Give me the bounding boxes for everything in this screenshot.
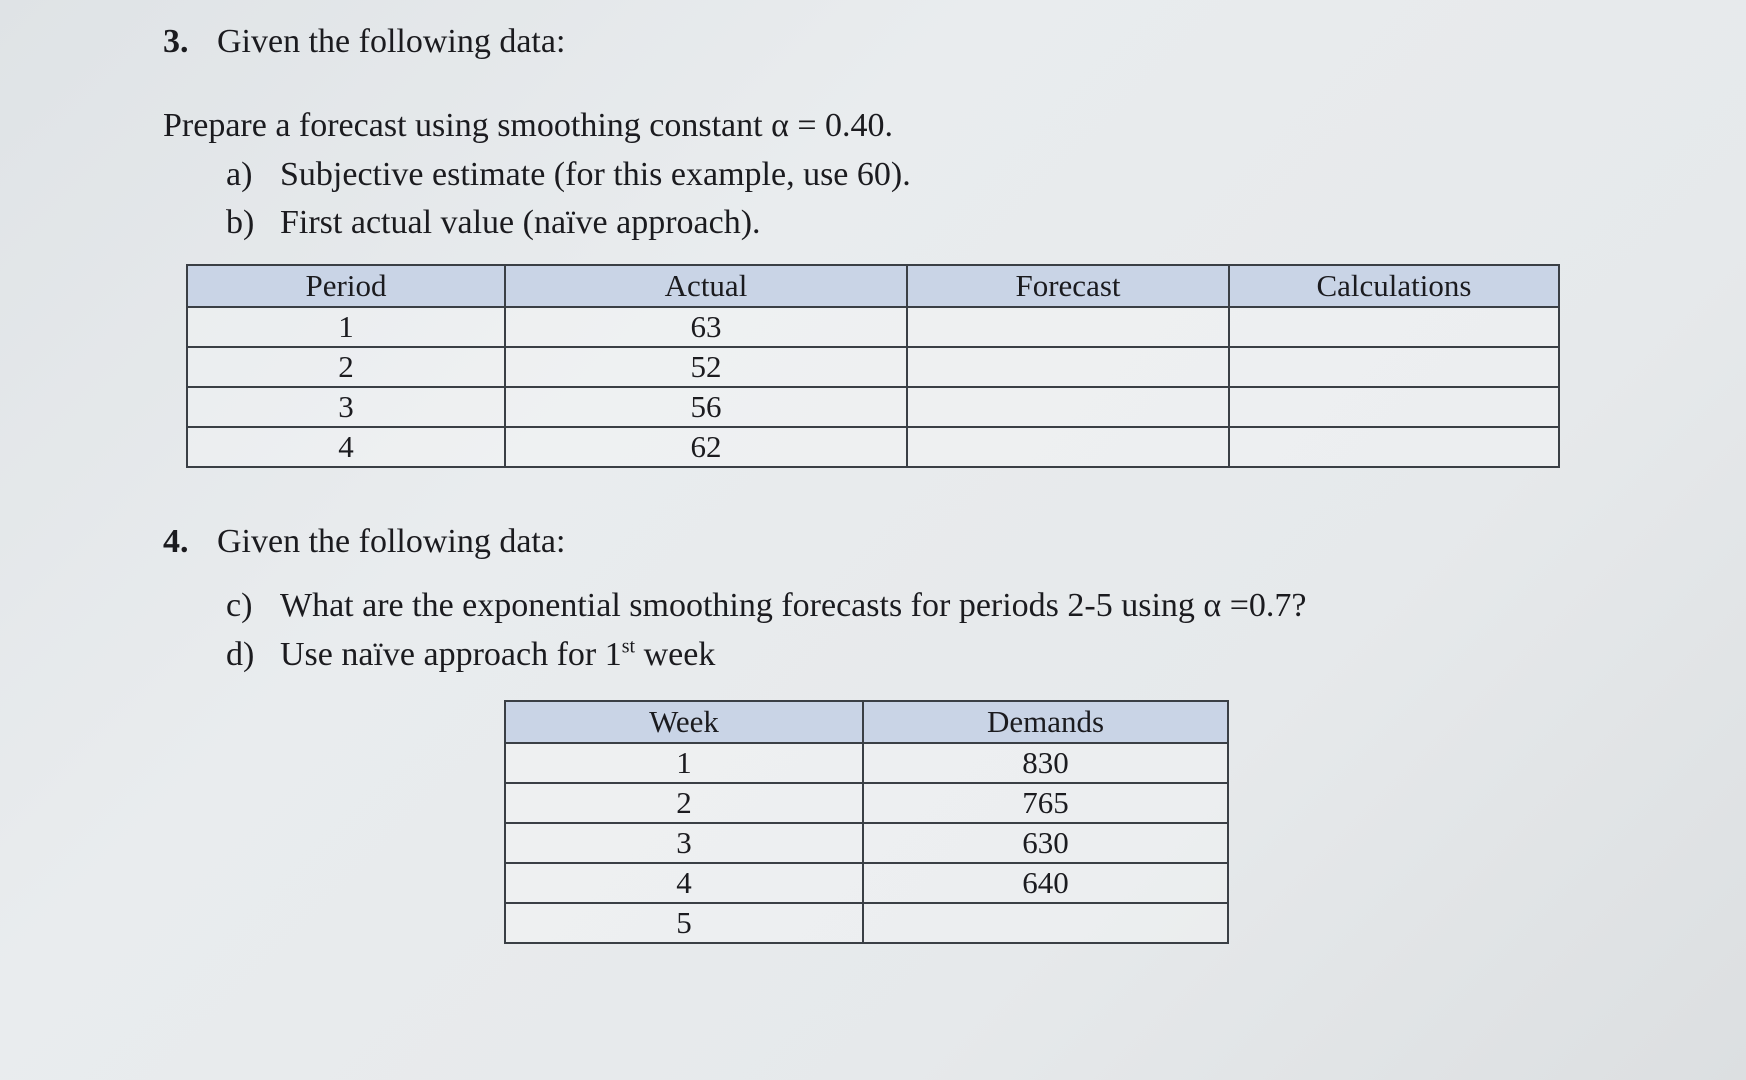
q3-cell-calculations[interactable]	[1229, 427, 1559, 467]
q4-cell-week: 1	[505, 743, 863, 783]
q3-item-b	[226, 203, 761, 243]
q3-cell-forecast[interactable]	[907, 427, 1229, 467]
q4-item-d-label: d)	[226, 636, 255, 673]
q4-item-c-label: c)	[226, 587, 253, 624]
q4-number: 4.	[163, 523, 189, 560]
q3-header-actual: Actual	[505, 265, 907, 307]
q3-intro: Prepare a forecast using smoothing constant α = 0.40.	[163, 107, 894, 144]
q4-heading	[163, 522, 565, 562]
q4-cell-week: 4	[505, 863, 863, 903]
table-row	[505, 863, 1228, 903]
q4-heading-text: Given the following data:	[217, 523, 566, 560]
table-row	[187, 347, 1559, 387]
q4-cell-week: 3	[505, 823, 863, 863]
q4-demand-table	[504, 700, 1229, 944]
q3-table-header-row	[187, 265, 1559, 307]
q3-cell-actual: 52	[505, 347, 907, 387]
table-row	[505, 823, 1228, 863]
q3-item-a-label: a)	[226, 156, 253, 193]
q3-cell-period: 1	[187, 307, 505, 347]
q3-cell-actual: 62	[505, 427, 907, 467]
table-row	[505, 783, 1228, 823]
table-row	[505, 903, 1228, 943]
q3-cell-forecast[interactable]	[907, 347, 1229, 387]
table-row	[187, 307, 1559, 347]
q3-number: 3.	[163, 23, 189, 60]
q4-item-d-superscript: st	[621, 635, 636, 658]
q3-cell-period: 4	[187, 427, 505, 467]
q3-cell-calculations[interactable]	[1229, 387, 1559, 427]
q4-header-week: Week	[505, 701, 863, 743]
q4-item-d-text-after: week	[635, 636, 716, 673]
q3-header-period: Period	[187, 265, 505, 307]
q3-item-b-text: First actual value (naïve approach).	[280, 204, 761, 241]
q3-cell-calculations[interactable]	[1229, 347, 1559, 387]
q3-cell-forecast[interactable]	[907, 307, 1229, 347]
table-row	[187, 387, 1559, 427]
table-row	[187, 427, 1559, 467]
q3-item-a-text: Subjective estimate (for this example, use 60).	[280, 156, 911, 193]
q4-cell-demand: 830	[863, 743, 1228, 783]
q3-cell-actual: 56	[505, 387, 907, 427]
q4-item-d-text-before: Use naïve approach for 1	[280, 636, 622, 673]
q3-cell-forecast[interactable]	[907, 387, 1229, 427]
q3-cell-calculations[interactable]	[1229, 307, 1559, 347]
q3-heading	[163, 22, 565, 62]
table-row	[505, 743, 1228, 783]
q4-cell-demand: 640	[863, 863, 1228, 903]
q4-cell-demand: 630	[863, 823, 1228, 863]
q3-header-calculations: Calculations	[1229, 265, 1559, 307]
q3-forecast-table	[186, 264, 1560, 468]
q4-item-c-text: What are the exponential smoothing forecasts for periods 2-5 using α =0.7?	[280, 587, 1307, 624]
q4-cell-week: 5	[505, 903, 863, 943]
q3-cell-period: 3	[187, 387, 505, 427]
q4-table-header-row	[505, 701, 1228, 743]
q3-cell-period: 2	[187, 347, 505, 387]
q4-header-demands: Demands	[863, 701, 1228, 743]
q4-cell-demand[interactable]	[863, 903, 1228, 943]
q3-item-b-label: b)	[226, 204, 255, 241]
q3-heading-text: Given the following data:	[217, 23, 566, 60]
q3-item-a	[226, 155, 911, 195]
q4-item-c	[226, 586, 1307, 626]
q3-header-forecast: Forecast	[907, 265, 1229, 307]
q4-item-d	[226, 635, 715, 675]
q4-cell-week: 2	[505, 783, 863, 823]
q3-cell-actual: 63	[505, 307, 907, 347]
q4-cell-demand: 765	[863, 783, 1228, 823]
